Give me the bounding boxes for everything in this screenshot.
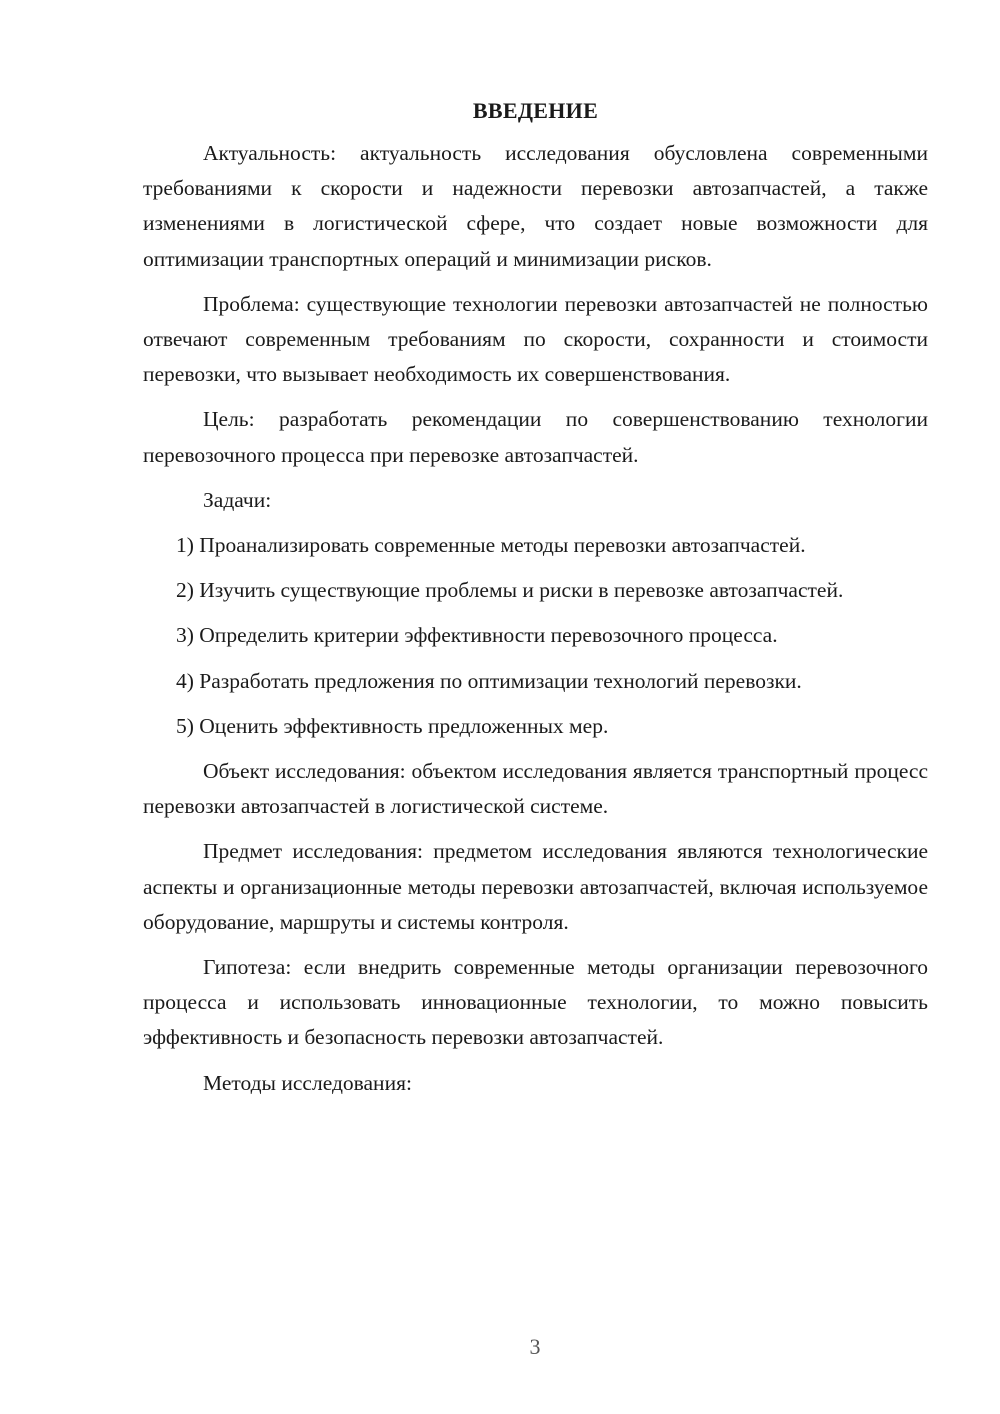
page-number: 3: [529, 1334, 541, 1359]
methods-heading: Методы исследования:: [203, 1070, 412, 1095]
paragraph-hypothesis: Гипотеза: если внедрить современные методы организации перевозочного процесса и использовать инновационные технологии, то можно повысить эффективность и безопасность перевозки автозапчастей.: [143, 955, 928, 1050]
task-item-5: 5) Оценить эффективность предложенных мер.: [176, 713, 609, 738]
task-item-1: 1) Проанализировать современные методы перевозки автозапчастей.: [176, 533, 806, 558]
paragraph-relevance: Актуальность: актуальность исследования обусловлена современными требованиями к скорости и надежности перевозки автозапчастей, а также изменениями в логистической сфере, что создает новые возможности для оптимизации транспортных операций и минимизации рисков.: [143, 141, 928, 271]
task-item-2: 2) Изучить существующие проблемы и риски в перевозке автозапчастей.: [176, 578, 844, 603]
paragraph-object: Объект исследования: объектом исследования является транспортный процесс перевозки автозапчастей в логистической системе.: [143, 759, 928, 819]
task-item-3: 3) Определить критерии эффективности перевозочного процесса.: [176, 623, 778, 648]
paragraph-problem: Проблема: существующие технологии перевозки автозапчастей не полностью отвечают современным требованиям по скорости, сохранности и стоимости перевозки, что вызывает необходимость их совершенствования.: [143, 291, 928, 387]
paragraph-goal: Цель: разработать рекомендации по совершенствованию технологии перевозочного процесса при перевозке автозапчастей.: [143, 407, 928, 467]
document-page: [143, 96, 928, 1111]
tasks-heading: Задачи:: [203, 487, 272, 512]
task-item-4: 4) Разработать предложения по оптимизации технологий перевозки.: [176, 668, 802, 693]
page-title: ВВЕДЕНИЕ: [472, 98, 599, 123]
paragraph-subject: Предмет исследования: предметом исследования являются технологические аспекты и организационные методы перевозки автозапчастей, включая используемое оборудование, маршруты и системы контроля.: [143, 839, 928, 934]
